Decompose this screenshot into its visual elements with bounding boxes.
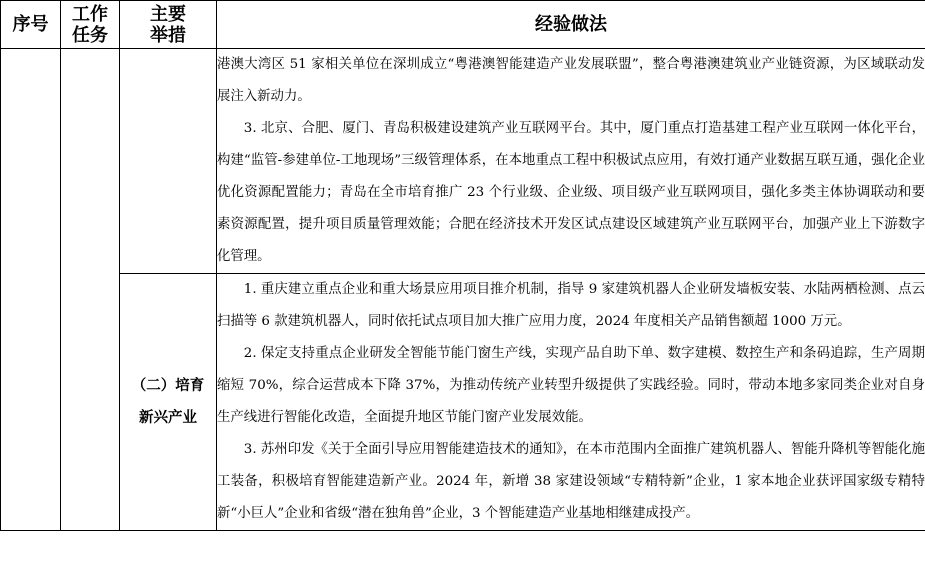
- work-task-cell: [61, 49, 120, 531]
- header-work-task: [61, 1, 120, 49]
- header-experience-practices: [217, 1, 925, 49]
- header-work-task-line2: 任务: [72, 24, 108, 46]
- table-row: [1, 274, 925, 531]
- practice-paragraph: 1. 重庆建立重点企业和重大场景应用项目推介机制，指导 9 家建筑机器人企业研发墙板安装、水陆两栖检测、点云扫描等 6 款建筑机器人，同时依托试点项目加大推广应用力度，2024 年度相关产品销售额超 1000 万元。: [217, 282, 925, 329]
- practice-paragraph: 港澳大湾区 51 家相关单位在深圳成立“粤港澳智能建造产业发展联盟”，整合粤港澳建筑业产业链资源，为区域联动发展注入新动力。: [217, 57, 925, 104]
- measure-label-line2: 新兴产业: [139, 409, 197, 426]
- practice-cell: [217, 274, 925, 531]
- practice-paragraph: 3. 苏州印发《关于全面引导应用智能建造技术的通知》，在本市范围内全面推广建筑机器人、智能升降机等智能化施工装备，积极培育智能建造新产业。2024 年，新增 38 家建设领域“专精特新”企业，1 家本地企业获评国家级专精特新“小巨人”企业和省级“潜在独角兽”企业，3 个智能建造产业基地相继建成投产。: [217, 442, 925, 521]
- measure-cell-continued: [120, 49, 217, 274]
- table-header-row: [1, 1, 925, 49]
- header-main-measures: [120, 1, 217, 49]
- practice-paragraph: 3. 北京、合肥、厦门、青岛积极建设建筑产业互联网平台。其中，厦门重点打造基建工程产业互联网一体化平台，构建“监管-参建单位-工地现场”三级管理体系，在本地重点工程中积极试点应用，有效打通产业数据互联互通，强化企业优化资源配置能力；青岛在全市培育推广 23 个行业级、企业级、项目级产业互联网项目，强化多类主体协调联动和要素资源配置，提升项目质量管理效能；合肥在经济技术开发区试点建设区域建筑产业互联网平台，加强产业上下游数字化管理。: [217, 121, 925, 264]
- practice-cell: [217, 49, 925, 274]
- practice-paragraph: 2. 保定支持重点企业研发全智能节能门窗生产线，实现产品自助下单、数字建模、数控生产和条码追踪，生产周期缩短 70%，综合运营成本下降 37%，为推动传统产业转型升级提供了实践经验。同时，带动本地多家同类企业对自身生产线进行智能化改造，全面提升地区节能门窗产业发展效能。: [217, 346, 925, 425]
- header-serial-number: [1, 1, 61, 49]
- header-main-measures-line2: 举措: [150, 24, 186, 46]
- measure-label-line1: （二）培育: [131, 377, 205, 394]
- measure-cell-new-industries: [120, 274, 217, 531]
- header-experience-practices-label: 经验做法: [535, 14, 607, 35]
- serial-number-cell: [1, 49, 61, 531]
- table-row: [1, 49, 925, 274]
- header-work-task-line1: 工作: [72, 3, 108, 25]
- header-main-measures-line1: 主要: [150, 3, 186, 25]
- header-serial-number-label: 序号: [12, 14, 49, 35]
